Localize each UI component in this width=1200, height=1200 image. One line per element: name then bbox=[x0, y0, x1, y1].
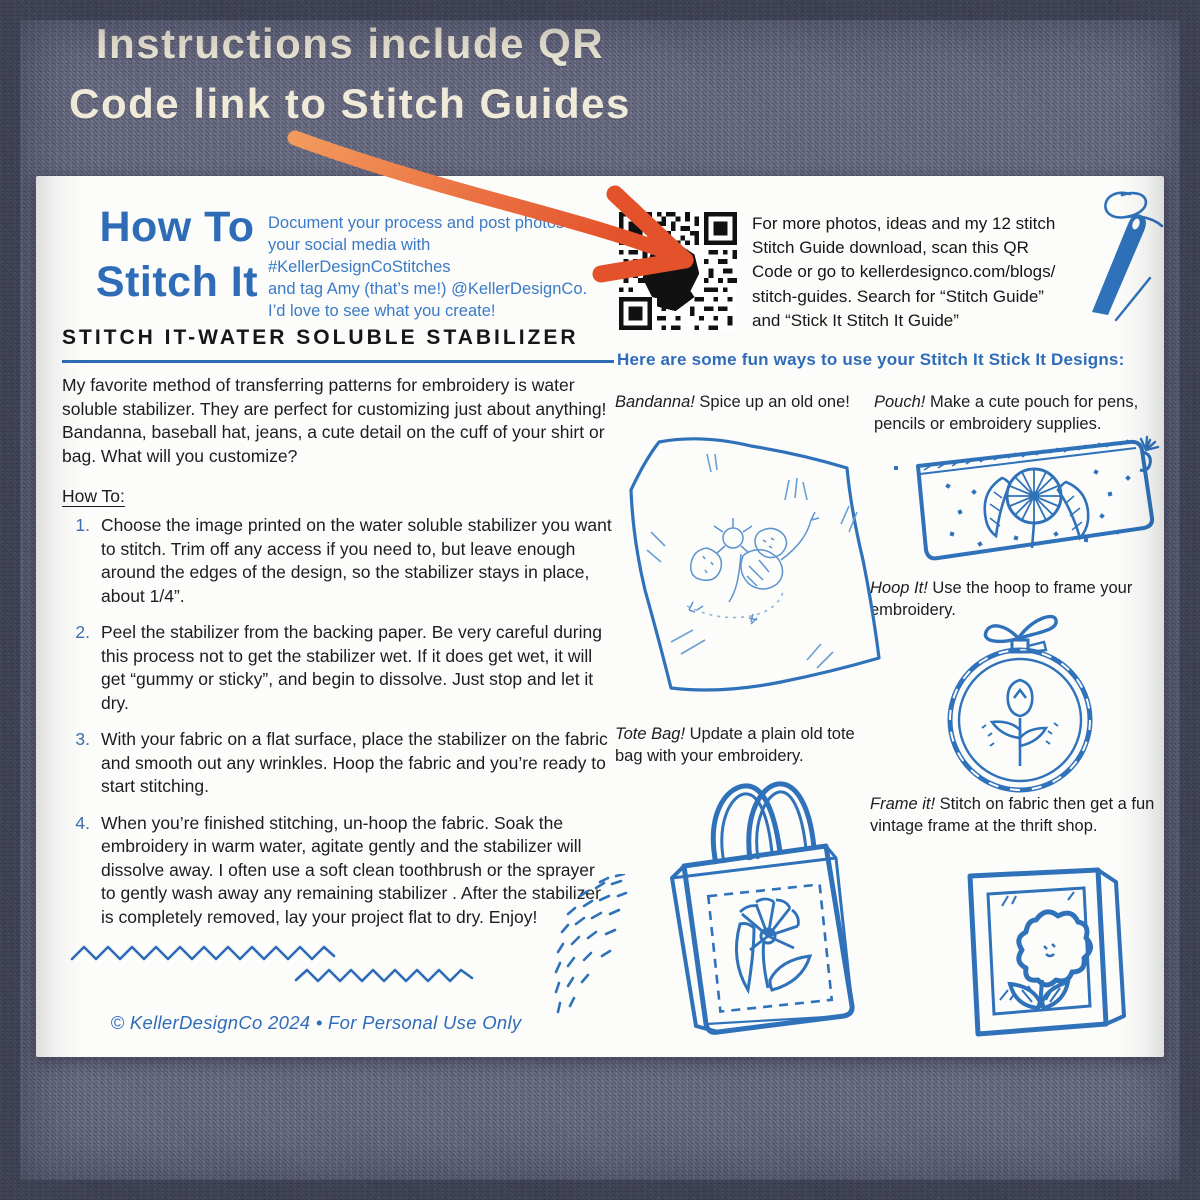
section-heading-rule bbox=[62, 360, 614, 363]
caption-text: Use the hoop to frame your embroidery. bbox=[870, 579, 1133, 619]
step-4 bbox=[62, 812, 614, 930]
step-number: 2. bbox=[75, 622, 90, 642]
qr-instructions-line: Code or go to kellerdesignco.com/blogs/ bbox=[752, 262, 1056, 282]
banner-headline bbox=[30, 14, 670, 134]
social-note-line: your social media with bbox=[268, 236, 431, 254]
section-heading: STITCH IT-WATER SOLUBLE STABILIZER bbox=[62, 326, 579, 349]
banner-line-2: Code link to Stitch Guides bbox=[69, 80, 631, 127]
step-number: 4. bbox=[75, 812, 90, 833]
caption-text: Make a cute pouch for pens, pencils or embroidery supplies. bbox=[874, 393, 1139, 433]
sheet-title-line-2: Stitch It bbox=[95, 258, 259, 306]
copyright-footer: © KellerDesignCo 2024 • For Personal Use Only bbox=[110, 1012, 522, 1033]
sheet-title-line-1: How To bbox=[99, 203, 255, 251]
social-note-line: I’d love to see what you create! bbox=[268, 302, 496, 320]
zigzag-stitch-icon bbox=[292, 964, 480, 988]
caption-bandanna bbox=[615, 392, 871, 414]
step-2 bbox=[62, 621, 614, 715]
caption-lead: Pouch! bbox=[874, 393, 926, 411]
qr-instructions-line: Stitch Guide download, scan this QR bbox=[752, 238, 1029, 258]
step-text: With your fabric on a flat surface, place the stabilizer on the fabric and smooth out any wrinkles. Hoop the fabric and you’re ready to start stitching. bbox=[101, 729, 608, 796]
social-note bbox=[268, 212, 640, 322]
step-text: Choose the image printed on the water soluble stabilizer you want to stitch. Trim off any access if you need to, but leave enough around the edges of the design, so the stabilizer stays in place, about 1/4”. bbox=[101, 515, 612, 606]
step-text: When you’re finished stitching, un-hoop the fabric. Soak the embroidery in warm water, agitate gently and the stabilizer will dissolve away. I often use a soft clean toothbrush or the sprayer to gently wash away any remaining stabilizer . After the stabilizer is completely removed, lay your project flat to dry. Enjoy! bbox=[101, 812, 601, 927]
hoop-illustration bbox=[924, 606, 1116, 798]
caption-lead: Tote Bag! bbox=[615, 725, 686, 743]
step-3 bbox=[62, 728, 614, 799]
step-number: 3. bbox=[75, 729, 90, 749]
caption-lead: Hoop It! bbox=[870, 579, 928, 597]
caption-hoop bbox=[870, 578, 1170, 621]
caption-text: Spice up an old one! bbox=[694, 393, 850, 411]
social-note-line: Document your process and post photos to bbox=[268, 214, 583, 232]
qr-instructions-line: stitch-guides. Search for “Stitch Guide” bbox=[752, 286, 1044, 306]
howto-label: How To: bbox=[62, 486, 125, 506]
qr-instructions bbox=[752, 212, 1100, 333]
caption-text: Update a plain old tote bag with your embroidery. bbox=[615, 725, 855, 765]
zigzag-stitch-icon bbox=[68, 940, 340, 966]
step-1 bbox=[62, 514, 614, 608]
sheet-title bbox=[74, 200, 280, 310]
intro-paragraph: My favorite method of transferring patterns for embroidery is water soluble stabilizer. They are perfect for customizing just about anything! Bandanna, baseball hat, jeans, a cute detail on the cuff of your shirt or bag. What will you customize? bbox=[62, 375, 607, 466]
instruction-sheet bbox=[36, 176, 1164, 1057]
step-number: 1. bbox=[75, 515, 90, 535]
caption-lead: Frame it! bbox=[870, 795, 936, 813]
qr-instructions-line: For more photos, ideas and my 12 stitch bbox=[752, 214, 1056, 233]
social-note-line: #KellerDesignCoStitches bbox=[268, 258, 451, 276]
caption-text: Stitch on fabric then get a fun vintage frame at the thrift shop. bbox=[870, 795, 1155, 835]
tote-bag-illustration bbox=[622, 774, 890, 1049]
caption-frame bbox=[870, 794, 1170, 837]
banner-line-1: Instructions include QR bbox=[95, 20, 605, 67]
social-note-line: and tag Amy (that’s me!) @KellerDesignCo. bbox=[268, 280, 588, 298]
frame-illustration bbox=[940, 858, 1148, 1056]
howto-steps bbox=[62, 514, 614, 942]
ideas-heading: Here are some fun ways to use your Stitch It Stick It Designs: bbox=[617, 350, 1125, 369]
qr-code bbox=[619, 212, 737, 330]
pouch-illustration bbox=[894, 426, 1174, 571]
caption-lead: Bandanna! bbox=[615, 393, 695, 411]
step-text: Peel the stabilizer from the backing paper. Be very careful during this process not to get the stabilizer wet. If it does get wet, it will get “gummy or sticky”, and begin to dissolve. Just stop and let it dry. bbox=[101, 622, 602, 713]
caption-tote-bag bbox=[615, 724, 881, 767]
caption-pouch bbox=[874, 392, 1168, 435]
bandanna-illustration bbox=[611, 420, 899, 710]
qr-instructions-line: and “Stick It Stitch It Guide” bbox=[752, 310, 959, 330]
